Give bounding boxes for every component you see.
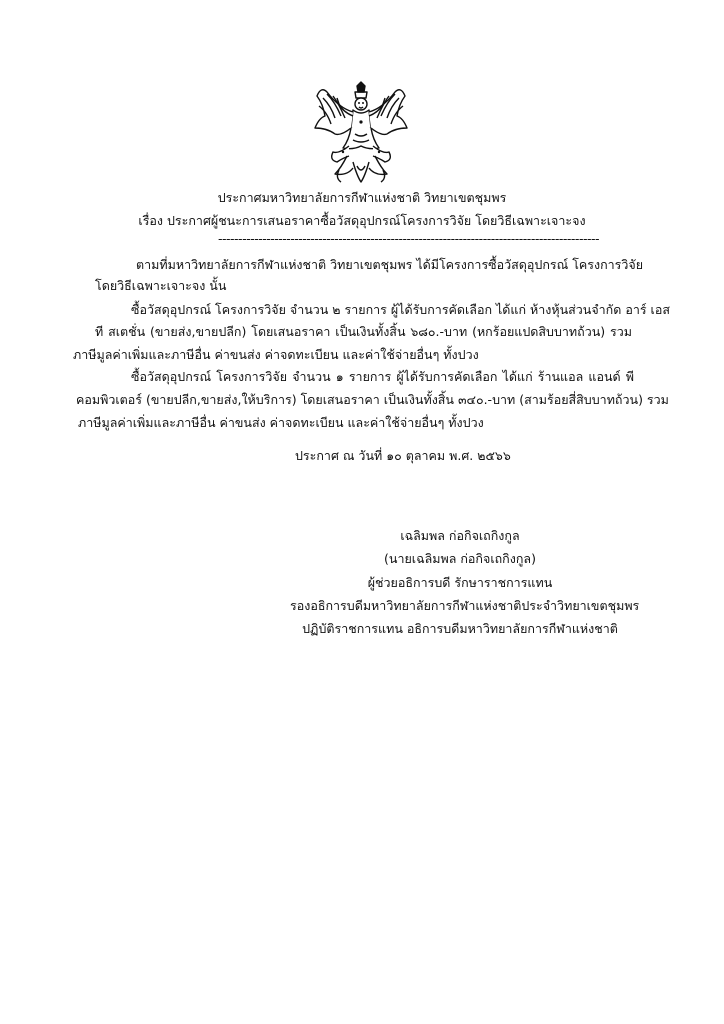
header-divider: ----------------------------------------------------------------------------------------------- [218,231,599,246]
signer-position-2: รองอธิการบดีมหาวิทยาลัยการกีฬาแห่งชาติประจำวิทยาเขตชุมพร [290,598,640,613]
intro-paragraph-line-1: ตามที่มหาวิทยาลัยการกีฬาแห่งชาติ วิทยาเขตชุมพร ได้มีโครงการซื้อวัสดุอุปกรณ์ โครงการวิจัย [136,257,644,272]
announcement-date: ประกาศ ณ วันที่ ๑๐ ตุลาคม พ.ศ. ๒๕๖๖ [295,448,511,463]
item-1-line-3: ภาษีมูลค่าเพิ่มและภาษีอื่น ค่าขนส่ง ค่าจดทะเบียน และค่าใช้จ่ายอื่นๆ ทั้งปวง [73,347,479,362]
signer-position-1: ผู้ช่วยอธิการบดี รักษาราชการแทน [367,575,553,590]
item-2-line-1: ซื้อวัสดุอุปกรณ์ โครงการวิจัย จำนวน ๑ รายการ ผู้ได้รับการคัดเลือก ได้แก่ ร้านแอล แอนด์ พี [131,369,634,384]
garuda-emblem-icon [313,82,409,184]
signer-name-parenthesized: (นายเฉลิมพล ก่อกิจเถกิงกูล) [384,551,536,566]
item-1-line-1: ซื้อวัสดุอุปกรณ์ โครงการวิจัย จำนวน ๒ รายการ ผู้ได้รับการคัดเลือก ได้แก่ ห้างหุ้นส่วนจำกัด อาร์ เอส [131,302,670,317]
item-2-line-2: คอมพิวเตอร์ (ขายปลีก,ขายส่ง,ให้บริการ) โดยเสนอราคา เป็นเงินทั้งสิ้น ๓๔๐.-บาท (สามร้อยสี่สิบบาทถ้วน) รวม [76,392,669,407]
item-2-line-3: ภาษีมูลค่าเพิ่มและภาษีอื่น ค่าขนส่ง ค่าจดทะเบียน และค่าใช้จ่ายอื่นๆ ทั้งปวง [78,415,484,430]
signer-name: เฉลิมพล ก่อกิจเถกิงกูล [400,528,520,543]
announcement-title: ประกาศมหาวิทยาลัยการกีฬาแห่งชาติ วิทยาเขตชุมพร [217,190,507,205]
intro-paragraph-line-2: โดยวิธีเฉพาะเจาะจง นั้น [95,278,227,293]
signer-position-3: ปฏิบัติราชการแทน อธิการบดีมหาวิทยาลัยการกีฬาแห่งชาติ [302,621,618,636]
announcement-subject: เรื่อง ประกาศผู้ชนะการเสนอราคาซื้อวัสดุอุปกรณ์โครงการวิจัย โดยวิธีเฉพาะเจาะจง [138,213,586,228]
item-1-line-2: ที สเตชั่น (ขายส่ง,ขายปลีก) โดยเสนอราคา เป็นเงินทั้งสิ้น ๖๘๐.-บาท (หกร้อยแปดสิบบาทถ้วน) รวม [95,324,632,339]
